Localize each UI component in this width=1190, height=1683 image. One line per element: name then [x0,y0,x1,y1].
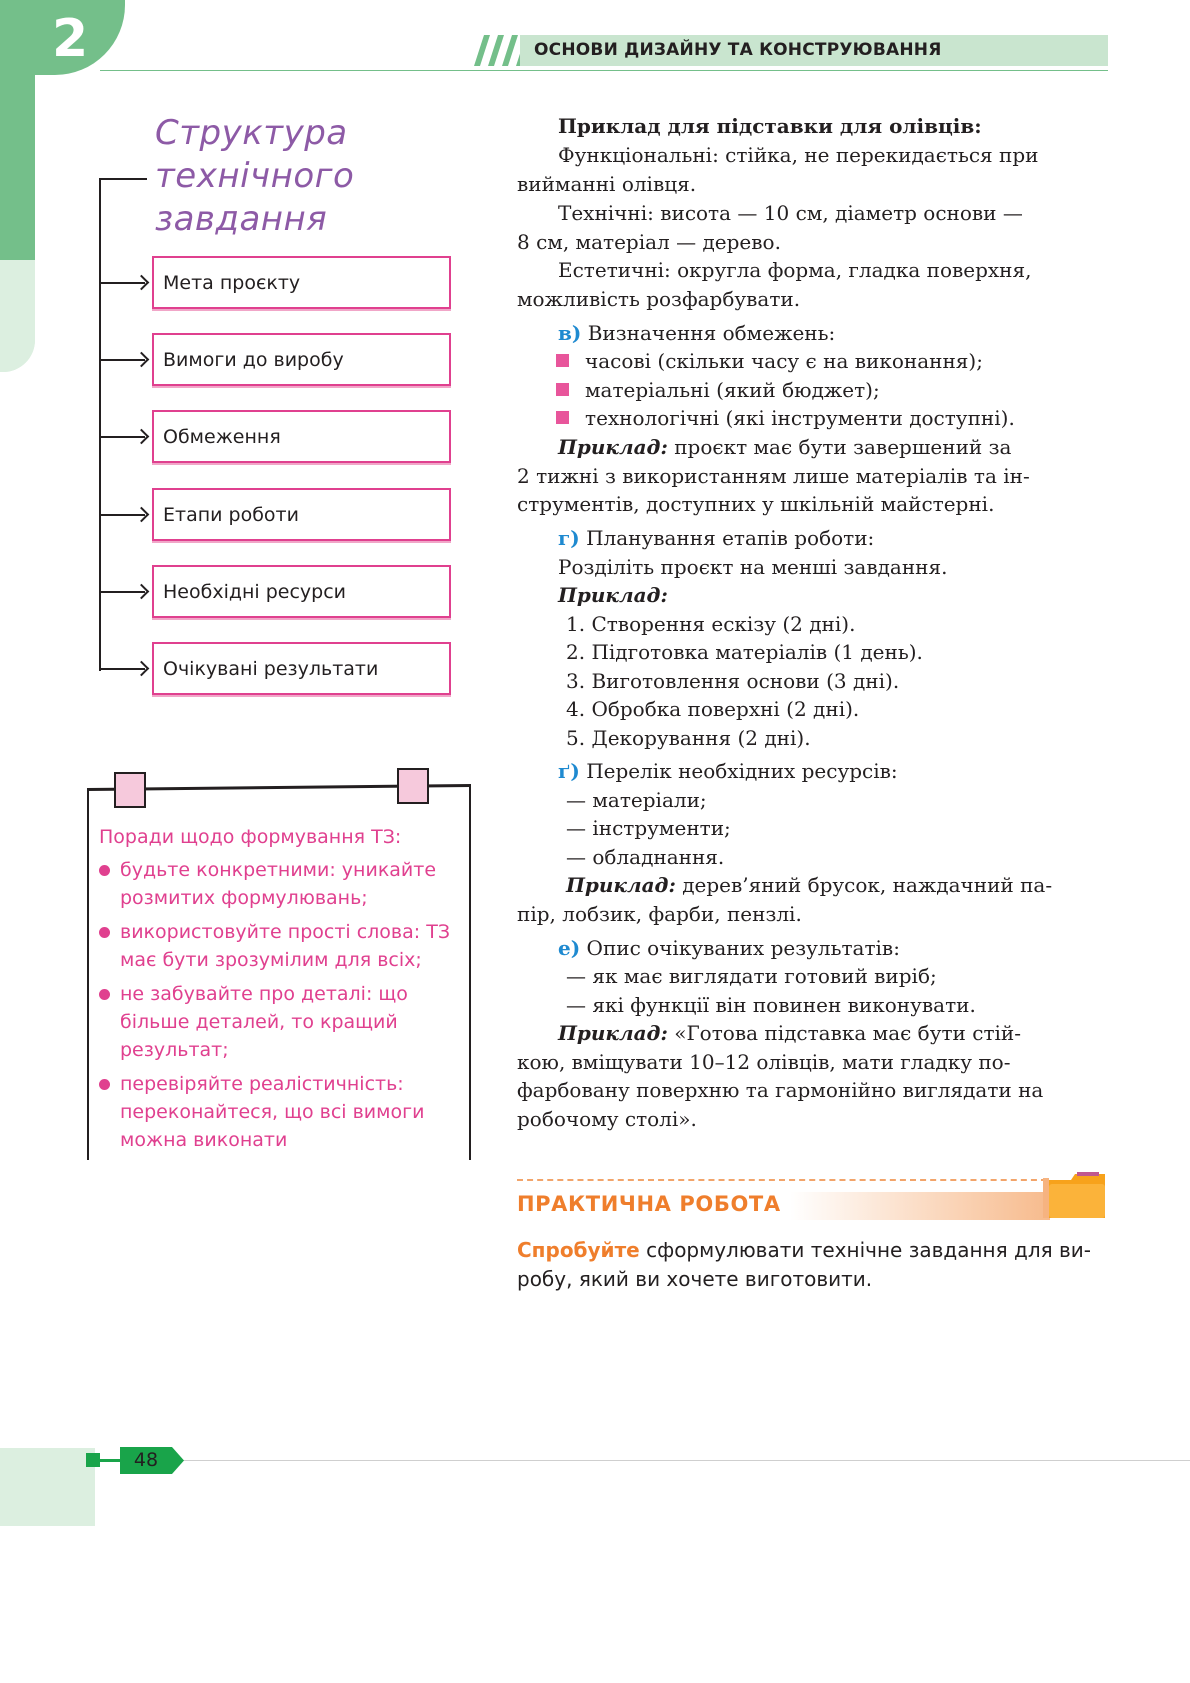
arrow-icon [99,282,145,284]
practical-line: Спробуйте сформулювати технічне завдання для ви- [517,1238,1091,1262]
tips-note [87,788,471,1160]
resource-item: — обладнання. [566,845,725,869]
bullet-icon [556,354,569,367]
aesthetic-line: Естетичні: округла форма, гладка поверхня, [558,258,1032,282]
aesthetic-line: можливість розфарбувати. [517,287,801,311]
tip-item: не забувайте про деталі: що більше деталей, то кращий результат; [99,980,459,1064]
header-rule [100,70,1108,71]
diagram-box-label: Очікувані результати [163,658,379,680]
stage-item: 2. Підготовка матеріалів (1 день). [566,640,923,664]
note-left-edge [87,790,89,1160]
resources-example: Приклад: дерев’яний брусок, наждачний па- [566,873,1053,897]
result-item: — які функції він повинен виконувати. [566,993,976,1017]
practical-line: робу, який ви хочете виготовити. [517,1267,873,1291]
footer-connector [100,1459,122,1462]
tree-top-branch [99,178,147,180]
functional-line: Функціональні: стійка, не перекидається при [558,143,1039,167]
footer-block [0,1448,95,1526]
results-example: Приклад: «Готова підставка має бути стій- [558,1021,1021,1045]
diagram-box-stages [152,488,451,541]
diagram-title [155,112,415,241]
diagram-title-line: технічного [155,156,355,196]
stage-item: 4. Обробка поверхні (2 дні). [566,697,860,721]
bullet-icon [99,927,110,938]
footer-square-icon [86,1453,100,1467]
stages-example-label: Приклад: [558,583,668,607]
diagram-box-label: Етапи роботи [163,504,299,526]
bullet-icon [556,411,569,424]
bullet-icon [99,1079,110,1090]
stage-item: 3. Виготовлення основи (3 дні). [566,669,900,693]
constraints-example-line: 2 тижні з використанням лише матеріалів та ін- [517,464,1030,488]
chapter-number: 2 [52,9,89,69]
constraint-item: часові (скільки часу є на виконання); [585,349,983,373]
stages-intro: Розділіть проєкт на менші завдання. [558,555,948,579]
section-title: ОСНОВИ ДИЗАЙНУ ТА КОНСТРУЮВАННЯ [534,40,942,60]
note-right-edge [469,784,471,1160]
bullet-icon [99,989,110,1000]
result-item: — як має виглядати готовий виріб; [566,964,937,988]
diagram-box-results [152,642,451,695]
resources-heading: ґ) Перелік необхідних ресурсів: [558,759,898,783]
constraint-item: технологічні (які інструменти доступні). [585,406,1015,430]
tape-icon [397,768,429,804]
tip-item: використовуйте прості слова: ТЗ має бути зрозумілим для всіх; [99,918,459,974]
diagram-box-label: Вимоги до виробу [163,349,344,371]
practical-title: ПРАКТИЧНА РОБОТА [517,1192,781,1216]
footer-rule [180,1460,1190,1461]
tree-trunk [99,178,101,671]
stage-item: 5. Декорування (2 дні). [566,726,811,750]
resource-item: — інструменти; [566,816,731,840]
diagram-box-label: Мета проєкту [163,272,301,294]
tip-item: перевіряйте реалістичність: переконайтеся, що всі вимоги можна виконати [99,1070,459,1154]
diagram-title-line: Структура [155,113,348,153]
stages-heading: г) Планування етапів роботи: [558,526,875,550]
constraint-item: матеріальні (який бюджет); [585,378,880,402]
practical-divider [517,1179,1047,1181]
diagram-box-requirements [152,333,451,386]
results-example-line: фарбовану поверхню та гармонійно виглядати на [517,1078,1044,1102]
diagram-box-label: Необхідні ресурси [163,581,347,603]
constraints-heading: в) Визначення обмежень: [558,321,836,345]
arrow-icon [99,591,145,593]
stage-item: 1. Створення ескізу (2 дні). [566,612,856,636]
results-example-line: кою, вміщувати 10–12 олівців, мати гладку по- [517,1050,1011,1074]
tips-title: Поради щодо формування ТЗ: [99,826,402,848]
diagram-box-goal [152,256,451,309]
technical-line: 8 см, матеріал — дерево. [517,230,781,254]
results-heading: е) Опис очікуваних результатів: [558,936,900,960]
folder-icon [1043,1170,1108,1222]
arrow-icon [99,359,145,361]
constraints-example-line: струментів, доступних у шкільній майстерні. [517,492,995,516]
arrow-icon [99,514,145,516]
bullet-icon [99,865,110,876]
results-example-line: робочому столі». [517,1107,697,1131]
diagram-box-constraints [152,410,451,463]
tip-item: будьте конкретними: уникайте розмитих формулювань; [99,856,459,912]
diagram-title-line: завдання [155,199,328,239]
constraints-example: Приклад: проєкт має бути завершений за [558,435,1012,459]
arrow-icon [99,436,145,438]
side-strip-upper [0,60,35,260]
diagram-box-label: Обмеження [163,426,281,448]
tape-icon [114,772,146,808]
resources-example-line: пір, лобзик, фарби, пензлі. [517,902,802,926]
bullet-icon [556,383,569,396]
technical-line: Технічні: висота — 10 см, діаметр основи — [558,201,1023,225]
diagram-box-resources [152,565,451,618]
functional-line: вийманні олівця. [517,172,697,196]
resource-item: — матеріали; [566,788,707,812]
page-number: 48 [133,1449,159,1471]
arrow-icon [99,668,145,670]
example-heading: Приклад для підставки для олівців: [558,114,982,138]
practical-gradient [790,1192,1050,1220]
